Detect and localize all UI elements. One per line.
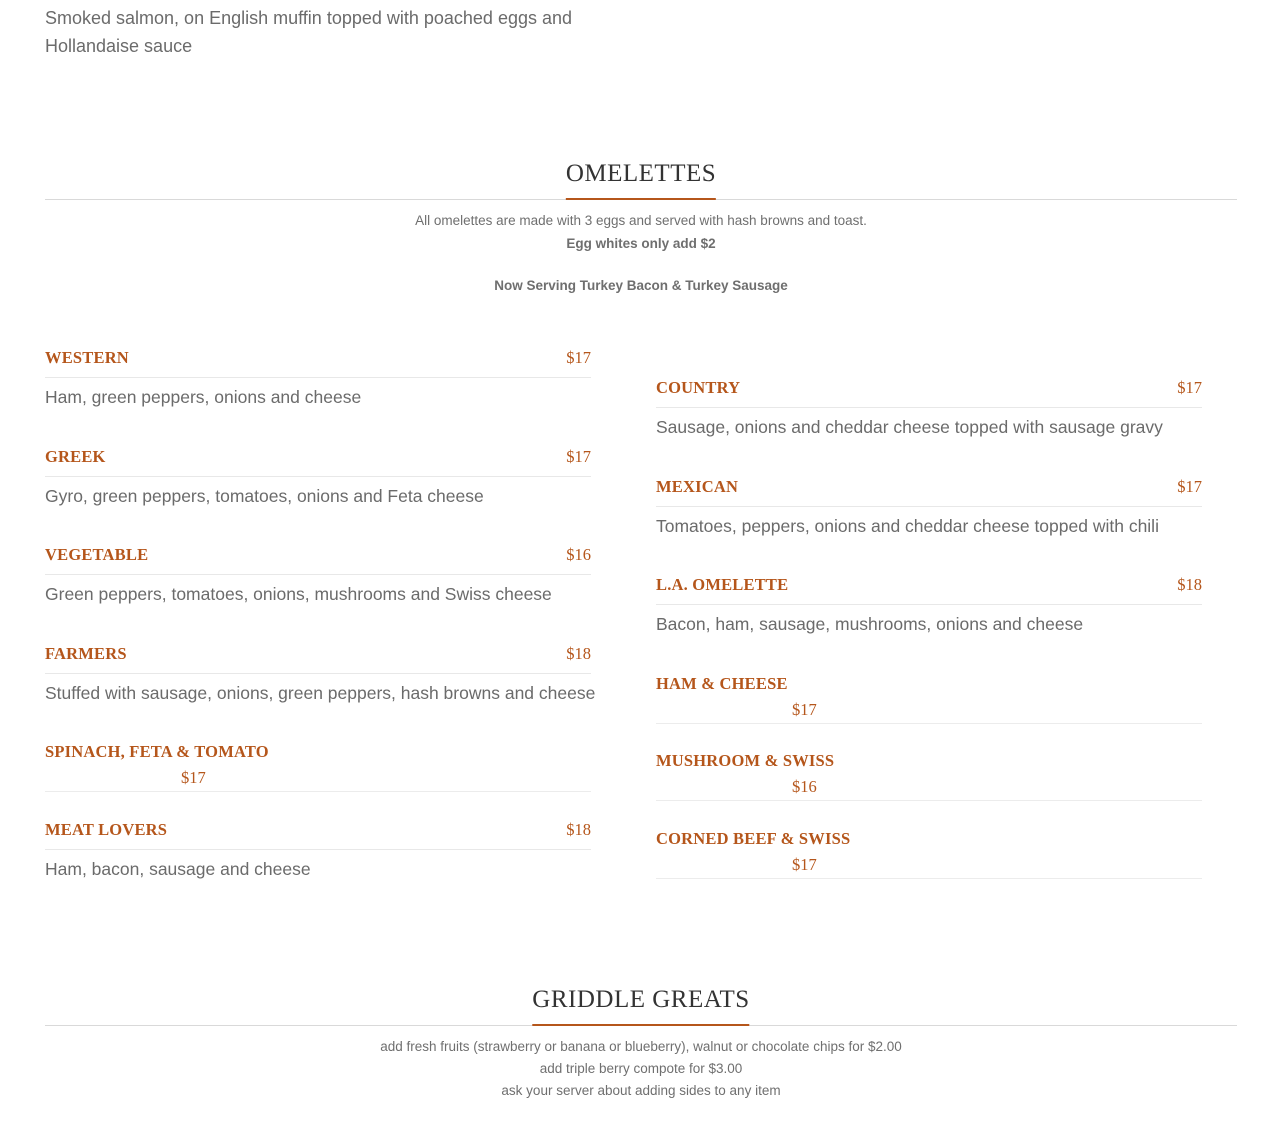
menu-item-name: COUNTRY — [656, 378, 741, 397]
menu-item-western — [45, 346, 591, 408]
menu-item-name: MUSHROOM & SWISS — [656, 751, 835, 770]
menu-item-name: HAM & CHEESE — [656, 674, 788, 693]
menu-item-description: Stuffed with sausage, onions, green peppers, hash browns and cheese — [45, 683, 596, 703]
menu-item-vegetable — [45, 543, 591, 605]
menu-item-price: $17 — [792, 700, 817, 719]
menu-item-description: Tomatoes, peppers, onions and cheddar cheese topped with chili — [656, 516, 1159, 536]
griddle-note-fruits: add fresh fruits (strawberry or banana or blueberry), walnut or chocolate chips for $2.00 — [380, 1039, 902, 1054]
menu-item-name: MEXICAN — [656, 477, 739, 496]
omelettes-section-header — [45, 160, 1237, 200]
menu-item-price: $18 — [1177, 575, 1202, 594]
menu-item-price: $17 — [181, 768, 206, 787]
menu-item-name: L.A. OMELETTE — [656, 575, 789, 594]
previous-item-description: Smoked salmon, on English muffin topped with poached eggs and Hollandaise sauce — [45, 8, 573, 56]
menu-item-price: $16 — [566, 545, 591, 564]
menu-item-header — [656, 672, 1202, 724]
menu-item-name: WESTERN — [45, 348, 129, 367]
menu-item-name: SPINACH, FETA & TOMATO — [45, 742, 269, 761]
turkey-note: Now Serving Turkey Bacon & Turkey Sausage — [494, 278, 788, 293]
menu-item-price: $17 — [1177, 378, 1202, 397]
griddle-note-sides: ask your server about adding sides to any item — [501, 1083, 781, 1098]
griddle-title: GRIDDLE GREATS — [532, 986, 749, 1026]
menu-item-header — [45, 642, 591, 674]
menu-item-header — [45, 818, 591, 850]
omelettes-note: All omelettes are made with 3 eggs and served with hash browns and toast. — [415, 213, 867, 228]
menu-item-header — [45, 740, 591, 792]
menu-item-corned-beef-swiss — [656, 827, 1202, 879]
griddle-note-compote: add triple berry compote for $3.00 — [539, 1061, 743, 1076]
menu-item-price: $17 — [792, 855, 817, 874]
menu-item-header — [656, 749, 1202, 801]
menu-item-description: Ham, bacon, sausage and cheese — [45, 859, 311, 879]
menu-item-description: Green peppers, tomatoes, onions, mushrooms and Swiss cheese — [45, 584, 552, 604]
menu-item-price: $17 — [1177, 477, 1202, 496]
menu-item-price: $16 — [792, 777, 817, 796]
menu-item-country — [656, 376, 1202, 438]
menu-item-header — [656, 827, 1202, 879]
egg-whites-note: Egg whites only add $2 — [566, 236, 716, 251]
menu-item-description: Gyro, green peppers, tomatoes, onions and Feta cheese — [45, 486, 484, 506]
menu-item-la-omelette — [656, 573, 1202, 635]
menu-item-mushroom-swiss — [656, 749, 1202, 801]
menu-item-name: GREEK — [45, 447, 106, 466]
menu-item-name: FARMERS — [45, 644, 127, 663]
menu-item-description: Ham, green peppers, onions and cheese — [45, 387, 362, 407]
menu-item-price: $18 — [566, 820, 591, 839]
omelettes-title: OMELETTES — [566, 160, 716, 200]
menu-item-name: CORNED BEEF & SWISS — [656, 829, 851, 848]
menu-item-header — [656, 376, 1202, 408]
menu-item-header — [45, 346, 591, 378]
menu-item-ham-cheese — [656, 672, 1202, 724]
menu-item-mexican — [656, 475, 1202, 537]
menu-item-description: Sausage, onions and cheddar cheese topped with sausage gravy — [656, 417, 1163, 437]
menu-item-header — [45, 543, 591, 575]
menu-item-farmers — [45, 642, 596, 704]
menu-item-name: MEAT LOVERS — [45, 820, 168, 839]
menu-item-spinach-feta-tomato — [45, 740, 591, 792]
menu-item-meat-lovers — [45, 818, 591, 880]
griddle-section-header — [45, 986, 1237, 1026]
menu-item-price: $17 — [566, 447, 591, 466]
menu-item-header — [656, 475, 1202, 507]
menu-item-name: VEGETABLE — [45, 545, 149, 564]
menu-item-price: $17 — [566, 348, 591, 367]
menu-item-header — [656, 573, 1202, 605]
menu-item-price: $18 — [566, 644, 591, 663]
menu-item-description: Bacon, ham, sausage, mushrooms, onions and cheese — [656, 614, 1084, 634]
menu-item-header — [45, 445, 591, 477]
menu-item-greek — [45, 445, 591, 507]
